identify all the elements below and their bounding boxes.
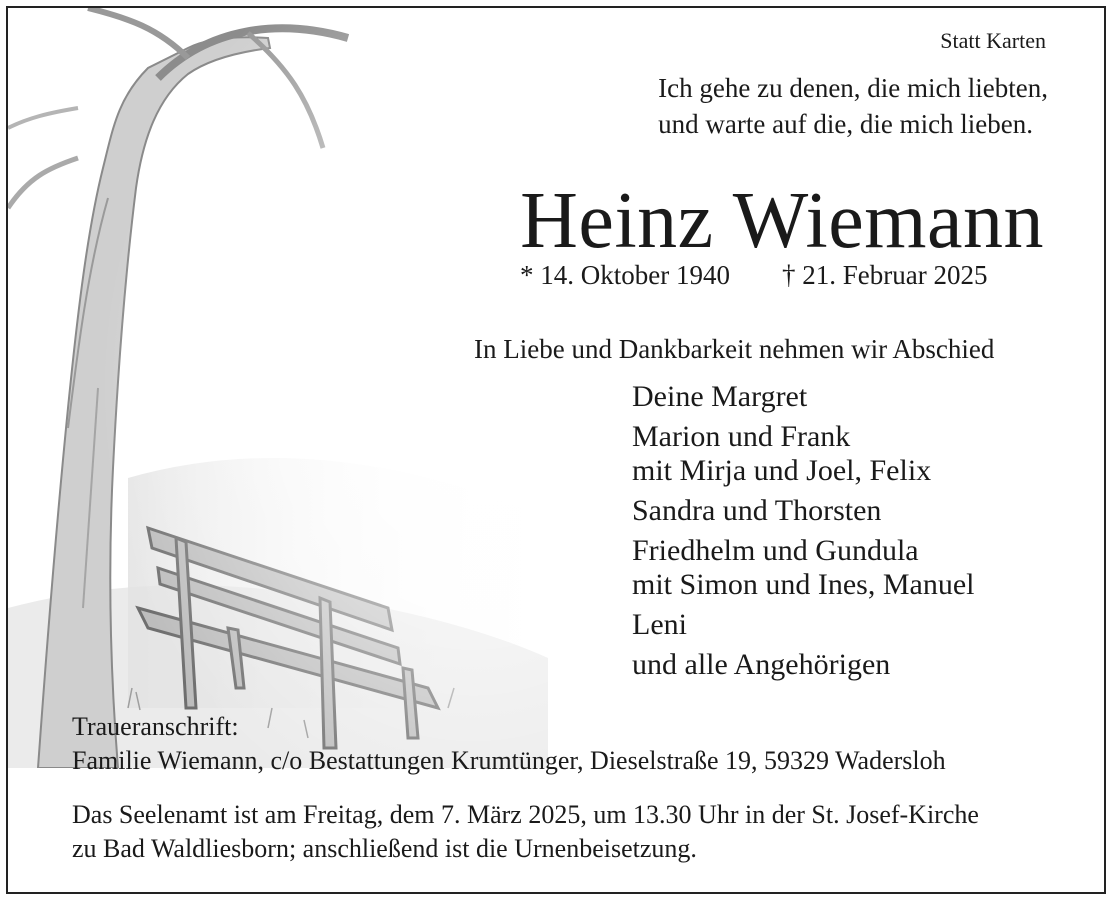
service-details <box>72 798 979 866</box>
mourner-line: Marion und Frank <box>632 420 851 453</box>
poem-line: und warte auf die, die mich lieben. <box>658 109 1034 139</box>
mourner-entry <box>632 534 974 602</box>
tree-bench-drawing <box>8 8 628 768</box>
mourning-address: Familie Wiemann, c/o Bestattungen Krumtünger, Dieselstraße 19, 59329 Wadersloh <box>72 746 946 775</box>
mourner-line: Leni <box>632 608 687 641</box>
service-line: Das Seelenamt ist am Freitag, dem 7. März 2025, um 13.30 Uhr in der St. Josef-Kirche <box>72 800 979 829</box>
mourner-line: mit Simon und Ines, Manuel <box>632 568 975 601</box>
obituary-notice <box>6 6 1106 894</box>
farewell-intro: In Liebe und Dankbarkeit nehmen wir Abschied <box>474 334 995 364</box>
death-date: † 21. Februar 2025 <box>782 260 988 290</box>
mourners-list <box>632 380 974 682</box>
mourner-line: Friedhelm und Gundula <box>632 534 919 567</box>
mourner-entry <box>632 608 974 642</box>
mourner-entry <box>632 648 974 682</box>
mourner-line: Deine Margret <box>632 380 808 413</box>
memorial-poem <box>658 70 1048 142</box>
mourner-entry <box>632 420 974 488</box>
mourner-entry <box>632 380 974 414</box>
address-label: Traueranschrift: <box>72 712 239 741</box>
statt-karten-label: Statt Karten <box>940 28 1046 53</box>
mourner-line: mit Mirja und Joel, Felix <box>632 454 932 487</box>
poem-line: Ich gehe zu denen, die mich liebten, <box>658 73 1048 103</box>
mourner-entry <box>632 494 974 528</box>
service-line: zu Bad Waldliesborn; anschließend ist die Urnenbeisetzung. <box>72 834 697 863</box>
deceased-name: Heinz Wiemann <box>520 177 1044 265</box>
mourner-line: Sandra und Thorsten <box>632 494 882 527</box>
birth-date: * 14. Oktober 1940 <box>520 260 730 290</box>
mourner-line: und alle Angehörigen <box>632 648 891 681</box>
